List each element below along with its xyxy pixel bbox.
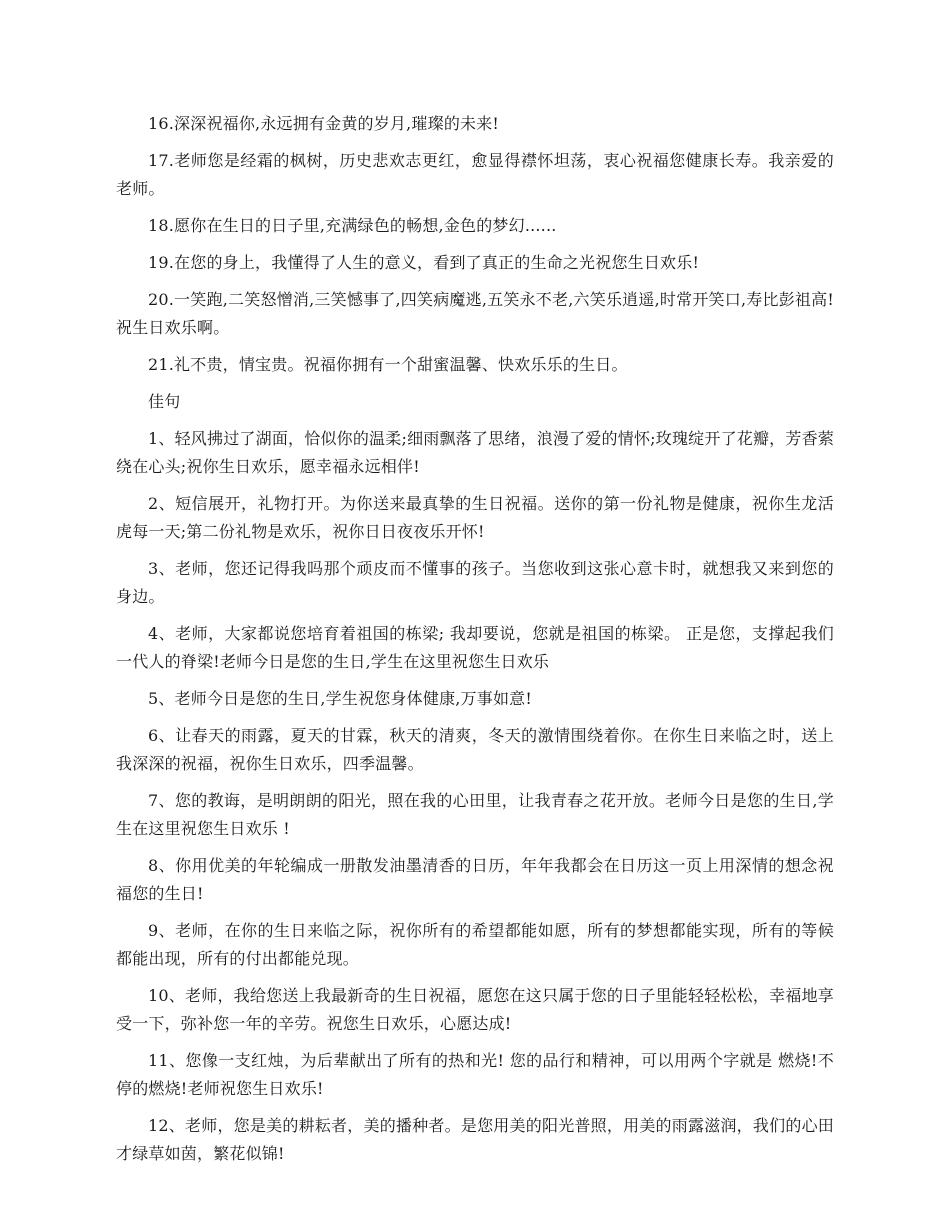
quote-5: 5、老师今日是您的生日,学生祝您身体健康,万事如意! bbox=[148, 689, 532, 708]
quote-1: 1、轻风拂过了湖面，恰似你的温柔;细雨飘落了思绪，浪漫了爱的情怀;玫瑰绽开了花瓣，芳香萦绕在心头;祝你生日欢乐，愿幸福永远相伴! bbox=[116, 429, 834, 476]
quote-4: 4、老师，大家都说您培育着祖国的栋梁; 我却要说，您就是祖国的栋梁。 正是您，支撑起我们一代人的脊梁!老师今日是您的生日,学生在这里祝您生日欢乐 bbox=[116, 624, 834, 671]
paragraph-19: 19.在您的身上，我懂得了人生的意义，看到了真正的生命之光祝您生日欢乐! bbox=[148, 253, 700, 272]
section-heading: 佳句 bbox=[148, 392, 181, 411]
quote-11: 11、您像一支红烛，为后辈献出了所有的热和光! 您的品行和精神，可以用两个字就是 燃烧!不停的燃烧!老师祝您生日欢乐! bbox=[116, 1051, 834, 1098]
paragraph-17: 17.老师您是经霜的枫树，历史悲欢志更红，愈显得襟怀坦荡，衷心祝福您健康长寿。我亲爱的老师。 bbox=[116, 151, 834, 198]
quote-12: 12、老师，您是美的耕耘者，美的播种者。是您用美的阳光普照，用美的雨露滋润，我们的心田才绿草如茵，繁花似锦! bbox=[116, 1116, 834, 1163]
quote-9: 9、老师，在你的生日来临之际，祝你所有的希望都能如愿，所有的梦想都能实现，所有的等候都能出现，所有的付出都能兑现。 bbox=[116, 921, 834, 968]
document-body bbox=[116, 110, 834, 1177]
quote-7: 7、您的教诲，是明朗朗的阳光，照在我的心田里，让我青春之花开放。老师今日是您的生日,学生在这里祝您生日欢乐 ! bbox=[116, 791, 834, 838]
paragraph-21: 21.礼不贵，情宝贵。祝福你拥有一个甜蜜温馨、快欢乐乐的生日。 bbox=[148, 355, 628, 374]
quote-6: 6、让春天的雨露，夏天的甘霖，秋天的清爽，冬天的激情围绕着你。在你生日来临之时，送上我深深的祝福，祝你生日欢乐，四季温馨。 bbox=[116, 726, 834, 773]
quote-10: 10、老师，我给您送上我最新奇的生日祝福，愿您在这只属于您的日子里能轻轻松松，幸福地享受一下，弥补您一年的辛劳。祝您生日欢乐，心愿达成! bbox=[116, 986, 834, 1033]
quote-3: 3、老师，您还记得我吗那个顽皮而不懂事的孩子。当您收到这张心意卡时，就想我又来到您的身边。 bbox=[116, 559, 834, 606]
quote-2: 2、短信展开，礼物打开。为你送来最真挚的生日祝福。送你的第一份礼物是健康，祝你生龙活虎每一天;第二份礼物是欢乐，祝你日日夜夜乐开怀! bbox=[116, 494, 834, 541]
paragraph-18: 18.愿你在生日的日子里,充满绿色的畅想,金色的梦幻...... bbox=[148, 216, 557, 235]
quote-8: 8、你用优美的年轮编成一册散发油墨清香的日历，年年我都会在日历这一页上用深情的想念祝福您的生日! bbox=[116, 856, 834, 903]
paragraph-20: 20.一笑跑,二笑怒憎消,三笑憾事了,四笑病魔逃,五笑永不老,六笑乐逍遥,时常开笑口,寿比彭祖高! 祝生日欢乐啊。 bbox=[116, 290, 834, 337]
paragraph-16: 16.深深祝福你,永远拥有金黄的岁月,璀璨的未来! bbox=[148, 114, 500, 133]
